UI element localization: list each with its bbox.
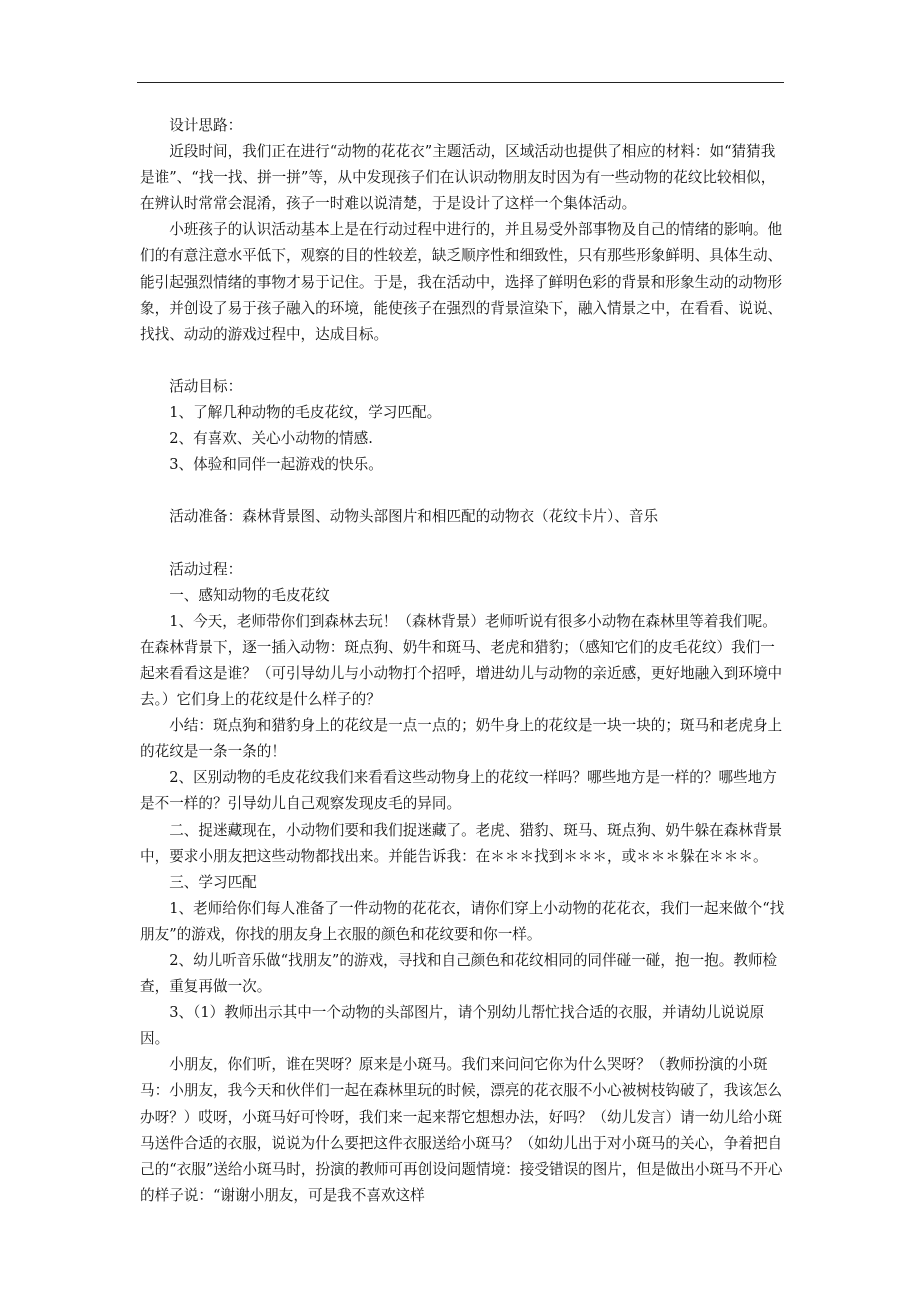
goal-item: 2、有喜欢、关心小动物的情感. [169, 430, 373, 448]
section-3-title: 三、学习匹配 [169, 873, 257, 891]
section-1-summary: 小结：斑点狗和猎豹身上的花纹是一点一点的；奶牛身上的花纹是一块一块的；斑马和老虎身上的花纹是一条一条的！ [140, 717, 783, 761]
spacer [140, 348, 788, 374]
process-title: 活动过程： [169, 560, 243, 578]
document-body [140, 113, 788, 1209]
section-1-paragraph-1: 1、今天，老师带你们到森林去玩！（森林背景）老师听说有很多小动物在森林里等着我们呢。在森林背景下，逐一插入动物：斑点狗、奶牛和斑马、老虎和猎豹；（感知它们的皮毛花纹）我们一起来看看这是谁？（可引导幼儿与小动物打个招呼，增进幼儿与动物的亲近感，更好地融入到环境中去。）它们身上的花纹是什么样子的？ [140, 612, 783, 709]
design-paragraph-1: 近段时间，我们正在进行“动物的花花衣”主题活动，区域活动也提供了相应的材料：如“猜猜我是谁”、“找一找、拼一拼”等，从中发现孩子们在认识动物朋友时因为有一些动物的花纹比较相似，在辨认时常常会混淆，孩子一时难以说清楚，于是设计了这样一个集体活动。 [140, 143, 776, 213]
design-paragraph-2: 小班孩子的认识活动基本上是在行动过程中进行的，并且易受外部事物及自己的情绪的影响。他们的有意注意水平低下，观察的目的性较差，缺乏顺序性和细致性，只有那些形象鲜明、具体生动、能引起强烈情绪的事物才易于记住。于是，我在活动中，选择了鲜明色彩的背景和形象生动的动物形象，并创设了易于孩子融入的环境，能使孩子在强烈的背景渲染下，融入情景之中，在看看、说说、找找、动动的游戏过程中，达成目标。 [140, 221, 783, 343]
goals-title: 活动目标： [169, 377, 243, 395]
section-1-title: 一、感知动物的毛皮花纹 [169, 586, 330, 604]
section-2: 二、捉迷藏现在，小动物们要和我们捉迷藏了。老虎、猎豹、斑马、斑点狗、奶牛躲在森林背景中，要求小朋友把这些动物都找出来。并能告诉我：在＊＊＊找到＊＊＊，或＊＊＊躲在＊＊＊。 [140, 821, 783, 865]
spacer [140, 478, 788, 504]
section-3-paragraph-2: 2、幼儿听音乐做“找朋友”的游戏，寻找和自己颜色和花纹相同的同伴碰一碰，抱一抱。教师检查，重复再做一次。 [140, 952, 778, 996]
design-title: 设计思路： [169, 117, 243, 134]
preparation: 活动准备：森林背景图、动物头部图片和相匹配的动物衣（花纹卡片）、音乐 [169, 508, 659, 526]
section-3-paragraph-1: 1、老师给你们每人准备了一件动物的花花衣，请你们穿上小动物的花花衣，我们一起来做个“找朋友”的游戏，你找的朋友身上衣服的颜色和花纹要和你一样。 [140, 899, 785, 943]
section-1-paragraph-2: 2、区别动物的毛皮花纹我们来看看这些动物身上的花纹一样吗？哪些地方是一样的？哪些地方是不一样的？引导幼儿自己观察发现皮毛的异同。 [140, 769, 777, 813]
section-3-paragraph-4: 小朋友，你们听，谁在哭呀？原来是小斑马。我们来问问它你为什么哭呀？（教师扮演的小斑马：小朋友，我今天和伙伴们一起在森林里玩的时候，漂亮的花衣服不小心被树枝钩破了，我该怎么办呀？）哎呀，小斑马好可怜呀，我们来一起来帮它想想办法，好吗？（幼儿发言）请一幼儿给小斑马送件合适的衣服，说说为什么要把这件衣服送给小斑马？（如幼儿出于对小斑马的关心，争着把自己的“衣服”送给小斑马时，扮演的教师可再创设问题情境：接受错误的图片，但是做出小斑马不开心的样子说：“谢谢小朋友，可是我不喜欢这样 [140, 1056, 783, 1204]
goal-item: 1、了解几种动物的毛皮花纹，学习匹配。 [169, 404, 442, 422]
header-rule [137, 82, 784, 83]
goal-item: 3、体验和同伴一起游戏的快乐。 [169, 456, 383, 474]
spacer [140, 531, 788, 557]
section-3-paragraph-3: 3、（1）教师出示其中一个动物的头部图片，请个别幼儿帮忙找合适的衣服，并请幼儿说说原因。 [140, 1004, 765, 1048]
